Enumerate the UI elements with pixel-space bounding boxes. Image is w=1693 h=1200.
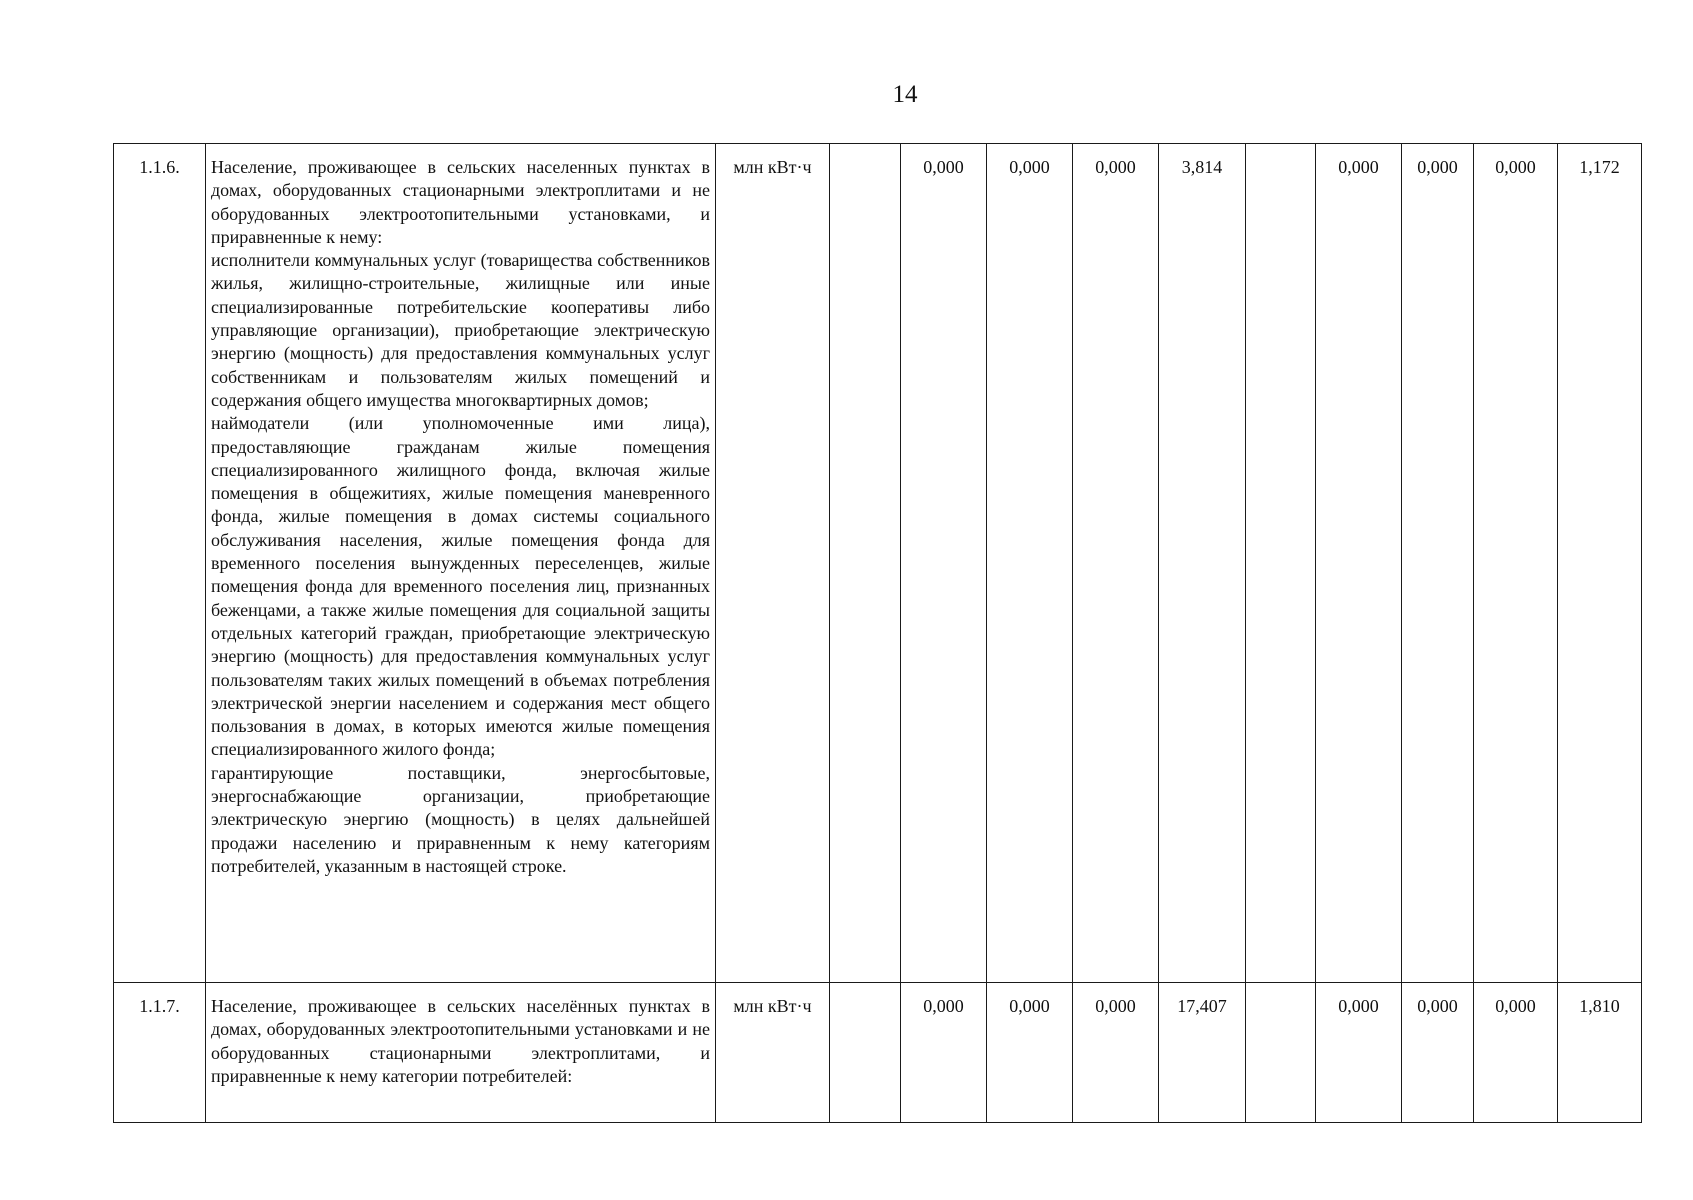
table-row (114, 144, 1642, 983)
unit-cell: млн кВт·ч (716, 983, 830, 1123)
value-cell: 0,000 (1474, 144, 1558, 983)
value-cell: 0,000 (1474, 983, 1558, 1123)
page-number: 14 (892, 81, 918, 108)
description-paragraph: Население, проживающее в сельских населённых пунктах в домах, оборудованных электроотопительными установками и не оборудованных стационарными электроплитами, и приравненные к нему категории потребителей: (211, 996, 710, 1086)
tariff-table (113, 143, 1642, 1123)
description-paragraph: наймодатели (или уполномоченные ими лица), предоставляющие гражданам жилые помещения специализированного жилищного фонда, включая жилые помещения в общежитиях, жилые помещения маневренного фонда, жилые помещения в домах системы социального обслуживания населения, жилые помещения фонда для временного поселения вынужденных переселенцев, жилые помещения фонда для временного поселения лиц, признанных беженцами, а также жилые помещения для социальной защиты отдельных категорий граждан, приобретающие электрическую энергию (мощность) для предоставления коммунальных услуг пользователям таких жилых помещений в объемах потребления электрической энергии населением и содержания мест общего пользования в домах, в которых имеются жилые помещения специализированного жилого фонда; (211, 413, 710, 760)
row-description (206, 983, 716, 1123)
value-cell: 0,000 (1316, 144, 1402, 983)
value-cell: 0,000 (1073, 144, 1159, 983)
value-cell: 0,000 (987, 983, 1073, 1123)
value-cell: 0,000 (901, 144, 987, 983)
value-cell (830, 983, 901, 1123)
value-cell: 0,000 (1402, 983, 1474, 1123)
value-cell: 3,814 (1159, 144, 1246, 983)
value-cell (1246, 144, 1316, 983)
description-paragraph: Население, проживающее в сельских населенных пунктах в домах, оборудованных стационарными электроплитами и не оборудованных электроотопительными установками, и приравненные к нему: (211, 157, 710, 247)
value-cell (1246, 983, 1316, 1123)
table-row (114, 983, 1642, 1123)
value-cell: 0,000 (1316, 983, 1402, 1123)
description-paragraph: гарантирующие поставщики, энергосбытовые, энергоснабжающие организации, приобретающие электрическую энергию (мощность) в целях дальнейшей продажи населению и приравненным к нему категориям потребителей, указанным в настоящей строке. (211, 762, 710, 876)
row-code: 1.1.7. (114, 983, 206, 1123)
value-cell: 0,000 (987, 144, 1073, 983)
row-description (206, 144, 716, 983)
value-cell: 1,810 (1558, 983, 1642, 1123)
value-cell: 1,172 (1558, 144, 1642, 983)
value-cell: 0,000 (1073, 983, 1159, 1123)
value-cell (830, 144, 901, 983)
description-paragraph: исполнители коммунальных услуг (товарищества собственников жилья, жилищно-строительные, жилищные или иные специализированные потребительские кооперативы либо управляющие организации), приобретающие электрическую энергию (мощность) для предоставления коммунальных услуг собственникам и пользователям жилых помещений и содержания общего имущества многоквартирных домов; (211, 250, 710, 410)
value-cell: 0,000 (901, 983, 987, 1123)
value-cell: 17,407 (1159, 983, 1246, 1123)
unit-cell: млн кВт·ч (716, 144, 830, 983)
row-code: 1.1.6. (114, 144, 206, 983)
value-cell: 0,000 (1402, 144, 1474, 983)
